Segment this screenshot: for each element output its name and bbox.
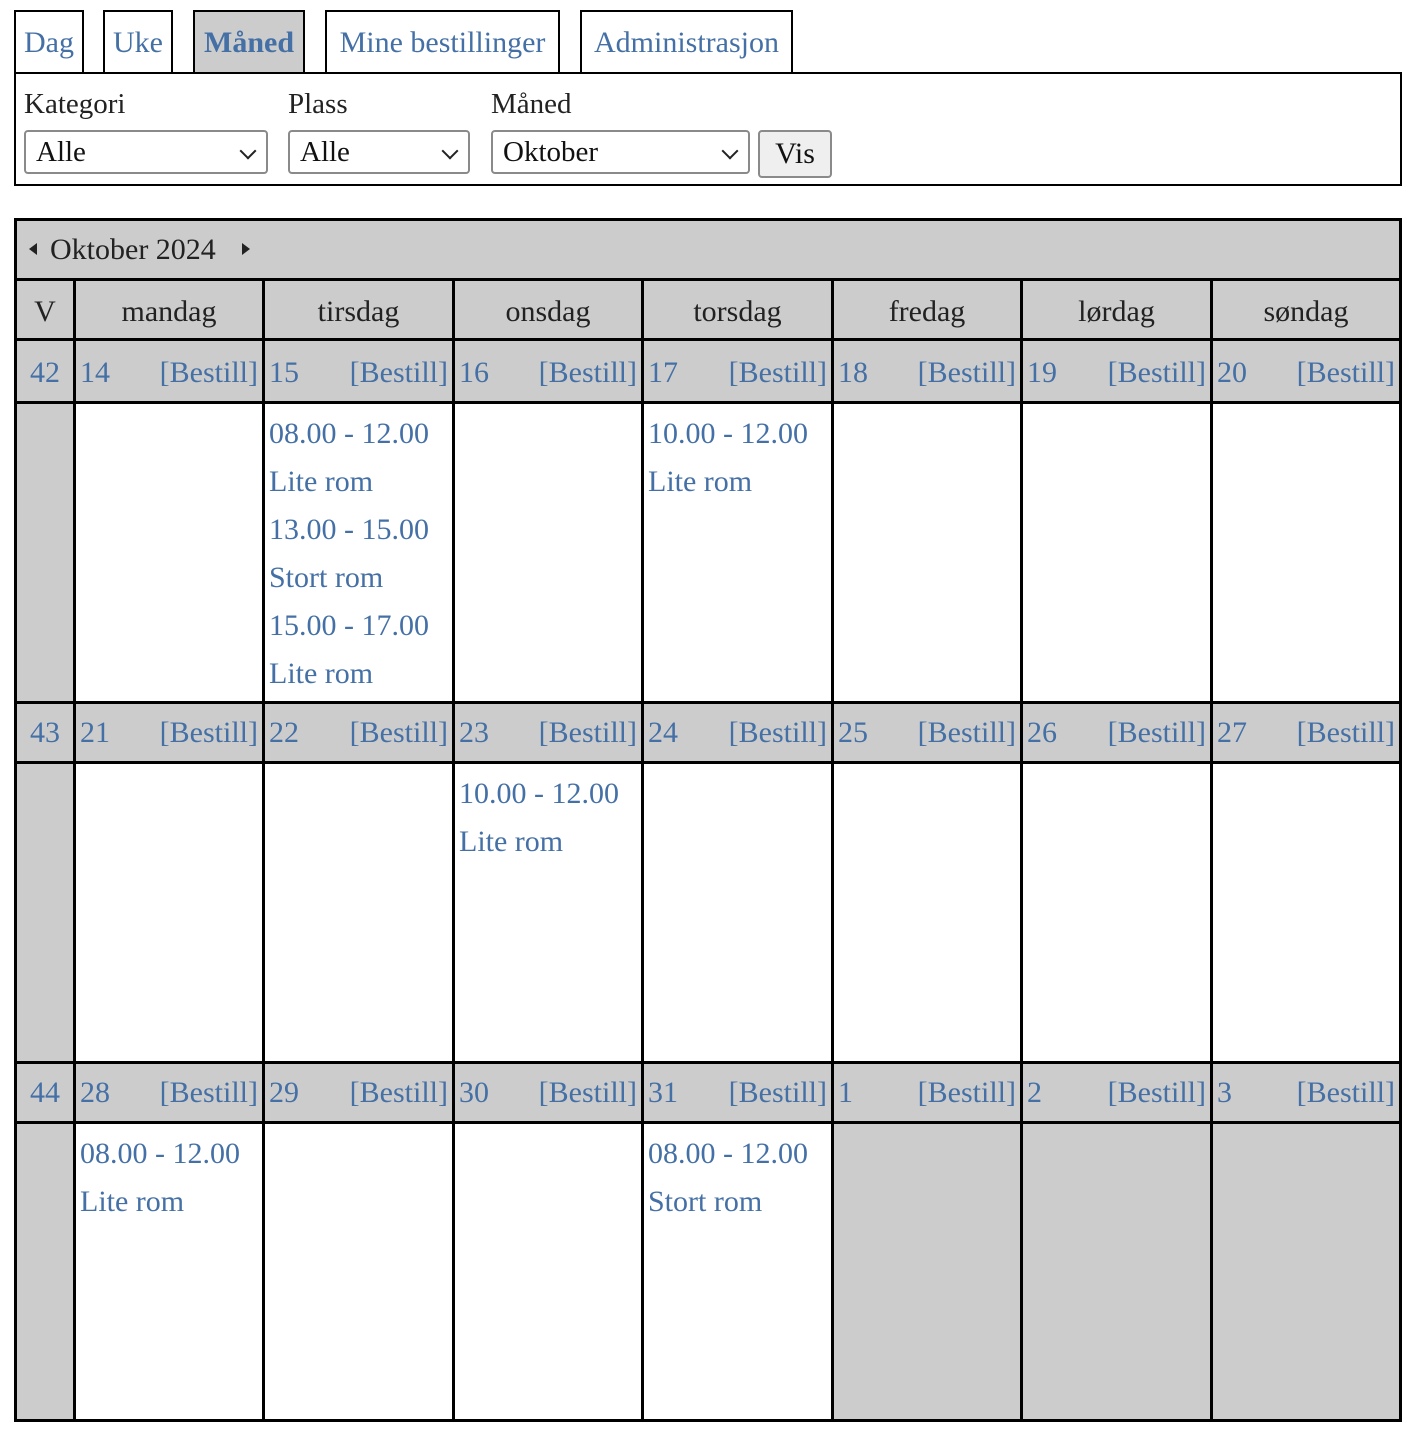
week-number: 43	[30, 716, 60, 749]
day-number-link[interactable]: 19	[1027, 356, 1057, 389]
plass-select-value: Alle	[300, 136, 350, 168]
booking-time-link[interactable]: 08.00 - 12.00	[269, 417, 429, 450]
day-number-link[interactable]: 25	[838, 716, 868, 749]
day-number-link[interactable]: 2	[1027, 1076, 1042, 1109]
booking-room-link[interactable]: Lite rom	[648, 465, 753, 498]
week-number: 44	[30, 1076, 60, 1109]
plass-label: Plass	[288, 88, 348, 120]
bestill-link[interactable]: [Bestill]	[1107, 356, 1206, 389]
bestill-link[interactable]: [Bestill]	[917, 356, 1016, 389]
day-cell	[644, 1124, 831, 1419]
kategori-select-value: Alle	[36, 136, 86, 168]
day-cell	[1213, 404, 1399, 701]
day-cell	[644, 404, 831, 701]
day-number-link[interactable]: 16	[459, 356, 489, 389]
day-name-header: torsdag	[693, 295, 782, 328]
booking-room-link[interactable]: Lite rom	[80, 1185, 185, 1218]
day-cell	[834, 1124, 1020, 1419]
bestill-link[interactable]: [Bestill]	[728, 716, 827, 749]
day-number-link[interactable]: 14	[80, 356, 110, 389]
booking-room-link[interactable]: Lite rom	[269, 465, 374, 498]
bestill-link[interactable]: [Bestill]	[349, 1076, 448, 1109]
day-number-link[interactable]: 28	[80, 1076, 110, 1109]
day-number-link[interactable]: 21	[80, 716, 110, 749]
bestill-link[interactable]: [Bestill]	[728, 1076, 827, 1109]
bestill-link[interactable]: [Bestill]	[1107, 716, 1206, 749]
month-calendar	[14, 218, 1402, 1422]
day-number-link[interactable]: 1	[838, 1076, 853, 1109]
bestill-link[interactable]: [Bestill]	[159, 1076, 258, 1109]
day-number-link[interactable]: 22	[269, 716, 299, 749]
booking-time-link[interactable]: 10.00 - 12.00	[648, 417, 808, 450]
booking-time-link[interactable]: 13.00 - 15.00	[269, 513, 429, 546]
tab-mine-bestillinger[interactable]: Mine bestillinger	[325, 10, 560, 72]
day-cell	[265, 764, 452, 1061]
bestill-link[interactable]: [Bestill]	[1296, 716, 1395, 749]
booking-room-link[interactable]: Stort rom	[648, 1185, 763, 1218]
day-number-link[interactable]: 30	[459, 1076, 489, 1109]
booking-time-link[interactable]: 15.00 - 17.00	[269, 609, 429, 642]
booking-room-link[interactable]: Lite rom	[459, 825, 564, 858]
day-cell	[76, 1124, 262, 1419]
day-cell	[265, 1124, 452, 1419]
day-number-link[interactable]: 20	[1217, 356, 1247, 389]
day-number-link[interactable]: 27	[1217, 716, 1247, 749]
bestill-link[interactable]: [Bestill]	[1296, 1076, 1395, 1109]
kategori-label: Kategori	[24, 88, 126, 120]
kategori-select[interactable]	[24, 130, 268, 174]
previous-month-icon[interactable]	[29, 243, 37, 255]
booking-room-link[interactable]: Stort rom	[269, 561, 384, 594]
day-cell	[76, 404, 262, 701]
day-number-link[interactable]: 29	[269, 1076, 299, 1109]
month-header	[17, 221, 1399, 280]
day-number-link[interactable]: 15	[269, 356, 299, 389]
tab-uke[interactable]: Uke	[103, 10, 173, 72]
chevron-down-icon	[240, 143, 257, 160]
day-cell	[455, 764, 641, 1061]
day-cell	[1023, 1124, 1210, 1419]
maned-select-value: Oktober	[503, 136, 599, 168]
day-cell	[455, 404, 641, 701]
day-number-link[interactable]: 24	[648, 716, 678, 749]
day-cell	[455, 1124, 641, 1419]
bestill-link[interactable]: [Bestill]	[538, 716, 637, 749]
bestill-link[interactable]: [Bestill]	[159, 356, 258, 389]
day-number-link[interactable]: 18	[838, 356, 868, 389]
bestill-link[interactable]: [Bestill]	[538, 356, 637, 389]
tab-dag[interactable]: Dag	[14, 10, 84, 72]
day-cell	[76, 764, 262, 1061]
bestill-link[interactable]: [Bestill]	[538, 1076, 637, 1109]
plass-select[interactable]	[288, 130, 470, 174]
bestill-link[interactable]: [Bestill]	[917, 716, 1016, 749]
day-name-header: mandag	[121, 295, 217, 328]
week-number: 42	[30, 356, 60, 389]
bestill-link[interactable]: [Bestill]	[349, 716, 448, 749]
booking-time-link[interactable]: 08.00 - 12.00	[80, 1137, 240, 1170]
day-name-header: lørdag	[1078, 295, 1155, 328]
month-title: Oktober 2024	[50, 233, 216, 266]
day-name-header: søndag	[1263, 295, 1349, 328]
bestill-link[interactable]: [Bestill]	[349, 356, 448, 389]
bestill-link[interactable]: [Bestill]	[1296, 356, 1395, 389]
vis-button[interactable]: Vis	[758, 130, 832, 178]
day-cell	[1023, 404, 1210, 701]
bestill-link[interactable]: [Bestill]	[1107, 1076, 1206, 1109]
day-number-link[interactable]: 26	[1027, 716, 1057, 749]
booking-room-link[interactable]: Lite rom	[269, 657, 374, 690]
chevron-down-icon	[722, 143, 739, 160]
maned-select[interactable]	[491, 130, 750, 174]
booking-time-link[interactable]: 10.00 - 12.00	[459, 777, 619, 810]
day-cell	[1023, 764, 1210, 1061]
tab-maned[interactable]: Måned	[193, 10, 305, 72]
bestill-link[interactable]: [Bestill]	[917, 1076, 1016, 1109]
day-name-header: tirsdag	[317, 295, 400, 328]
day-number-link[interactable]: 31	[648, 1076, 678, 1109]
chevron-down-icon	[442, 143, 459, 160]
next-month-icon[interactable]	[242, 243, 250, 255]
booking-time-link[interactable]: 08.00 - 12.00	[648, 1137, 808, 1170]
filter-panel	[14, 72, 1402, 186]
day-cell	[265, 404, 452, 701]
day-cell	[834, 764, 1020, 1061]
day-number-link[interactable]: 17	[648, 356, 678, 389]
day-cell	[834, 404, 1020, 701]
maned-label: Måned	[491, 88, 572, 120]
day-name-header: fredag	[888, 295, 966, 328]
grid-line	[17, 701, 1399, 704]
day-name-header: onsdag	[505, 295, 591, 328]
day-cell	[1213, 764, 1399, 1061]
grid-line	[17, 1061, 1399, 1064]
day-cell	[644, 764, 831, 1061]
day-cell	[1213, 1124, 1399, 1419]
bestill-link[interactable]: [Bestill]	[728, 356, 827, 389]
day-number-link[interactable]: 3	[1217, 1076, 1232, 1109]
tab-administrasjon[interactable]: Administrasjon	[580, 10, 793, 72]
day-number-link[interactable]: 23	[459, 716, 489, 749]
bestill-link[interactable]: [Bestill]	[159, 716, 258, 749]
week-column-header: V	[34, 295, 56, 328]
